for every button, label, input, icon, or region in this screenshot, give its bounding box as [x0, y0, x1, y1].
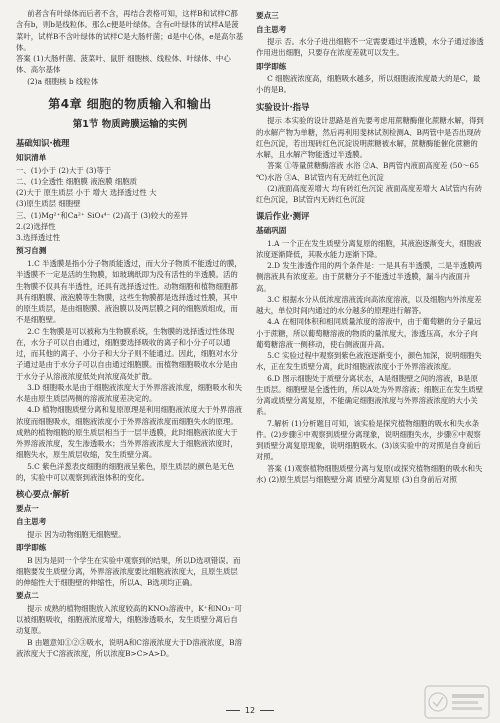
self-thinking-label: 自主思考	[16, 517, 47, 527]
point-three-label: 要点三	[256, 11, 279, 20]
homework-item: 5.C 实验过程中观察到紫色液泡逐渐变小，颜色加深，说明细胞失水，正在发生质壁分离，此时细胞液浓度小于外界溶液浓度。	[256, 351, 482, 372]
section-heading-core: 核心要点·解析	[16, 489, 70, 499]
experiment-answer-2: (2)液面高度差增大 均有砖红色沉淀 液面高度差增大 A试管内有砖红色沉淀，B试管内无砖红色沉淀	[256, 183, 483, 205]
section-heading-homework: 课后作业·测评	[256, 211, 310, 222]
point-two-label: 要点二	[16, 591, 39, 601]
homework-item: 7.解析 (1)分析题目可知，该实验是探究植物细胞的吸水和失水条件。(2)步骤④中观察到质壁分离现象，说明细胞失水，步骤⑥中观察到质壁分离复原现象，说明细胞吸水。(3)该实验中的对照是自身前后对照。	[256, 418, 481, 462]
answer-item: 2.C 生物膜是可以被称为生物膜系统，生物膜的选择透过性体现在，水分子可以自由通过，细胞要选择吸收的离子和小分子可以通过，而其他的离子、小分子和大分子则不能通过。因此，细胞对水分子通过是由于水分子可以自由通过细胞膜。而植物细胞吸收水分是由于水分子从溶液浓度低处向浓度高处扩散。	[16, 326, 238, 381]
subheading-preview-test: 预习自测	[16, 246, 47, 256]
self-thinking-label: 自主思考	[256, 24, 287, 34]
knowledge-line: 2.(2)选择性	[16, 221, 56, 231]
homework-item: 4.A 在相同体积和相同质量浓度的溶液中，由于葡萄糖的分子量远小于蔗糖，所以葡萄糖溶液的物质的量浓度大，渗透压高，水分子向葡萄糖溶液一侧移动，使右侧液面升高。	[256, 317, 482, 349]
homework-item: 6.D 图示细胞处于质壁分离状态，A是细胞壁之间的溶液，B是原生质层。细胞壁是全透性的，所以A处为外界溶液；细胞正在发生质壁分离或质壁分离复原，不能确定细胞液浓度与外界溶液浓度的大小关系。	[256, 373, 484, 417]
practice-answer: C 细胞液浓度高，细胞吸水越多，所以细胞液浓度最大的是C，最小的是B。	[256, 74, 481, 95]
lesson-title: 第1节 物质跨膜运输的实例	[72, 118, 188, 130]
subheading-knowledge-list: 知识清单	[16, 153, 47, 163]
homework-item: 3.C 根据水分从低浓度溶液流向高浓度溶液，以及细胞内外浓度差越大，单位时间内通过的水分越多的原理进行解答。	[256, 294, 482, 316]
intro-answer: 答案 (1)大肠杆菌、菠菜叶、鼠肝 细胞核、线粒体、叶绿体、中心体、高尔基体	[16, 54, 231, 75]
knowledge-line: 三、(1)Mg²⁺和Ca²⁺ SiO₄⁴⁻ (2)高于 (3)较大的差异	[16, 210, 188, 220]
hint-text: 提示 因为动物细胞无细胞壁。	[27, 529, 126, 539]
hint-text: 提示 否。水分子进出细胞不一定需要通过半透膜，水分子通过渗透作用进出细胞，只要存在浓度差就可以发生。	[256, 37, 484, 58]
knowledge-line: 一、(1)小于 (2)大于 (3)等于	[16, 165, 112, 175]
left-column	[16, 8, 244, 696]
answer-item: 1.C 半透膜是指小分子物质能透过，而大分子物质不能透过的膜，半透膜不一定是活的生物膜，如玻璃纸即为没有活性的半透膜。活的生物膜不仅具有半透性，还具有选择透过性。动物细胞和植物细胞都具有细胞膜、液泡膜等生物膜，这些生物膜都是选择透过性膜，其中的原生质层，是由细胞膜、液泡膜以及两层膜之间的细胞质组成，而不是细胞壁。	[16, 259, 242, 325]
homework-item: 答案 (1)观察植物细胞质壁分离与复原(或探究植物细胞的吸水和失水) (2)原生质层与细胞壁分离 质壁分离复原 (3)自身前后对照	[256, 463, 483, 484]
experiment-answer: 答案 ①等量蔗糖酶溶液 水浴 ②A、B两管内液面高度差 (50～65 ℃)水浴 ③A、B试管内有无砖红色沉淀	[256, 161, 479, 182]
homework-item: 1.A 一个正在发生质壁分离复原的细胞，其液泡逐渐变大，细胞液浓度逐渐降低，其吸水能力逐渐下降。	[256, 238, 482, 259]
knowledge-line: (3)原生质层 细胞壁	[16, 199, 81, 209]
practice-answer: B 因为是同一个学生在实验中观察到的结果，所以D选项错误。而细胞要发生质壁分离，外界溶液浓度要比细胞液浓度大，且原生质层的伸缩性大于细胞壁的伸缩性，所以A、B选项均正确。	[16, 555, 241, 588]
practice-answer: B 由题意知①②③吸水，说明A和C溶液浓度大于D溶液浓度，B溶液浓度大于C溶液浓度，所以浓度B>C>A>D。	[16, 637, 242, 658]
answer-item: 4.D 植物细胞质壁分离和复原原理是利用细胞液浓度大于外界溶液浓度而细胞吸水，细胞液浓度小于外界溶液浓度而细胞失水的原理。成熟的植物细胞的原生质层相当于一层半透膜，此时细胞液浓度大于外界溶液浓度，发生渗透吸水；当外界溶液浓度大于细胞液浓度时，细胞失水，原生质层收缩，发生质壁分离。	[16, 405, 242, 460]
experiment-text: 提示 本实验的设计思路是首先要考虑用蔗糖酶催化蔗糖水解，得到的水解产物为单糖，然后再利用斐林试剂检测A、B两管中是否出现砖红色沉淀，若出现砖红色沉淀说明蔗糖被水解，蔗糖酶能催化蔗糖的水解，且水解产物能透过半透膜。	[256, 116, 484, 160]
point-one-label: 要点一	[16, 503, 39, 513]
knowledge-line: (2)大于 原生质层 小于 增大 选择透过性 大	[16, 188, 157, 198]
intro-paragraph: 前者含有叶绿体而后者不含，再结合表格可知，这样B和试样C都含有b，则b是线粒体。那么c便是叶绿体。含有c叶绿体的试样A是菠菜叶，试样B不含叶绿体的试样C是大肠杆菌；d是中心体，e是高尔基体。	[16, 9, 244, 52]
intro-answer-2: (2)a 细胞核 b 线粒体	[27, 76, 99, 86]
answer-item: 5.C 紫色洋葱表皮细胞的细胞液呈紫色，原生质层的颜色是无色的，实验中可以观察到液泡体积的变化。	[16, 461, 235, 482]
section-heading-basics: 基础知识·梳理	[16, 138, 70, 149]
practice-label: 即学即练	[256, 61, 287, 71]
answer-item: 3.D 细胞吸水是由于细胞液浓度大于外界溶液浓度，细胞吸水和失水是由原生质层两侧的溶液浓度差决定的。	[16, 382, 242, 403]
knowledge-line: 3.选择透过性	[16, 233, 61, 243]
right-column	[256, 8, 484, 696]
watermark-stamp-icon	[424, 685, 490, 719]
page-number: 12	[0, 705, 500, 717]
practice-label: 即学即练	[16, 543, 47, 553]
hint-text: 提示 成熟的植物细胞放入浓度较高的KNO₃溶液中，K⁺和NO₃⁻可以被细胞吸收，细胞液浓度增大，细胞渗透吸水，发生质壁分离后自动复原。	[16, 603, 242, 636]
homework-item: 2.D 发生渗透作用的两个条件是：一是具有半透膜，二是半透膜两侧溶液具有浓度差。由于蔗糖分子不能透过半透膜，漏斗内液面升高。	[256, 261, 482, 293]
section-heading-experiment: 实验设计·指导	[256, 101, 310, 112]
subheading-basic-consolidation: 基础巩固	[256, 226, 287, 236]
chapter-title: 第4章 细胞的物质输入和输出	[48, 96, 212, 111]
knowledge-line: 二、(1)全透性 细胞膜 液泡膜 细胞质	[16, 176, 137, 186]
